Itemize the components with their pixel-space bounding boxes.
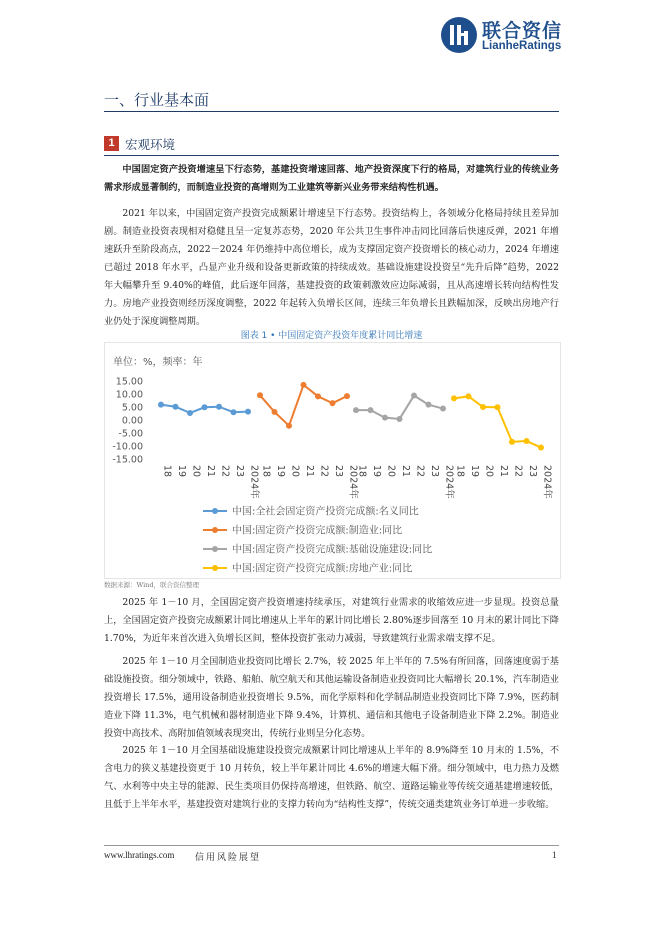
- x-tick-label: 18: [454, 465, 466, 478]
- x-tick-label: 2024年: [347, 465, 359, 499]
- x-tick-label: 18: [161, 465, 173, 478]
- data-point: [187, 410, 193, 416]
- x-tick-label: 18: [356, 465, 368, 478]
- y-tick-label: 5.00: [121, 402, 143, 414]
- page-number: 1: [552, 850, 557, 860]
- x-tick-label: 18: [260, 465, 272, 478]
- chart-container: [104, 342, 561, 579]
- data-point: [231, 409, 237, 415]
- logo-chinese-name: 联合资信: [482, 20, 563, 42]
- data-point: [538, 445, 544, 451]
- x-tick-label: 20: [483, 465, 495, 478]
- x-tick-label: 19: [176, 465, 187, 478]
- x-tick-label: 22: [414, 465, 426, 478]
- logo-english-name: LianheRatings: [482, 40, 562, 52]
- data-point: [330, 400, 336, 406]
- x-tick-label: 22: [219, 465, 231, 478]
- data-point: [286, 423, 292, 429]
- y-tick-label: -15.00: [112, 454, 143, 466]
- body-paragraph-3: 2025 年 1－10 月全国制造业投资同比增长 2.7%，较 2025 年上半年的 7.5%有所回落，回落速度弱于基础设施投资。细分领域中，铁路、船舶、航空航天和其他运输设备制造业投资同比大幅增长 20.1%，汽车制造业投资增长 17.5%，通用设备制造业投资增长 9.5%，而化学原料和化学制品制造业投资同比下降 7.9%，医药制造业下降 11.3%，电气机械和器材制造业下降 9.4%，计算机、通信和其他电子设备制造业下降 2.2%。制造业投资中高技术、高附加值领域表现突出，传统行业则呈分化态势。: [104, 656, 559, 739]
- section-divider: [104, 111, 559, 112]
- data-point: [524, 438, 530, 444]
- lianhe-logo-icon: [440, 16, 478, 54]
- data-point: [216, 404, 222, 410]
- x-tick-label: 19: [469, 465, 480, 478]
- legend-marker: [212, 508, 218, 514]
- data-point: [158, 402, 164, 408]
- body-paragraph-4: 2025 年 1－10 月全国基础设施建设投资完成额累计同比增速从上半年的 8.9%降至 10 月末的 1.5%，不含电力的狭义基建投资更于 10 月转负，较上半年累计同比 4.6%的增速大幅下滑。细分领域中，电力热力及燃气、水利等中央主导的能源、民生类项目仍保持高增速，但铁路、航空、道路运输业等传统交通基建增速较低，且低于上半年水平，基建投资对建筑行业的支撑力转向为“结构性支撑”，传统交通类建筑业务订单进一步收缩。: [104, 745, 559, 810]
- x-tick-label: 21: [205, 465, 216, 478]
- summary-paragraph: 中国固定资产投资增速呈下行态势，基建投资增速回落、地产投资深度下行的格局，对建筑行业的传统业务需求形成显著制约，而制造业投资的高增则为工业建筑等新兴业务带来结构性机遇。: [104, 164, 559, 193]
- data-point: [426, 402, 432, 408]
- data-point: [301, 382, 307, 388]
- subsection-divider: [104, 155, 559, 156]
- data-point: [257, 392, 263, 398]
- footer-website[interactable]: www.lhratings.com: [104, 850, 175, 860]
- data-point: [466, 393, 472, 399]
- data-point: [315, 393, 321, 399]
- data-point: [451, 395, 457, 401]
- legend-marker: [212, 546, 218, 552]
- section-title: 一、行业基本面: [104, 91, 210, 109]
- data-point: [411, 393, 417, 399]
- data-point: [173, 404, 179, 410]
- data-point: [382, 415, 388, 421]
- y-tick-label: -10.00: [112, 441, 143, 453]
- legend-marker: [212, 565, 218, 571]
- company-logo: [440, 14, 580, 58]
- body-paragraph-2: 2025 年 1－10 月，全国固定资产投资增速持续承压，对建筑行业需求的收缩效应进一步显现。投资总量上，全国固定资产投资完成额累计同比增速从上半年的累计同比增长 2.80%逐步回落至 10 月末的累计同比下降 1.70%，为近年来首次进入负增长区间，整体投资扩张动力减弱，导致建筑行业需求端支撑不足。: [104, 597, 559, 644]
- body-paragraph-1: 2021 年以来，中国固定资产投资完成额累计增速呈下行态势。投资结构上，各领域分化格局持续且差异加剧。制造业投资表现相对稳健且呈一定复苏态势，2020 年公共卫生事件冲击同比回落后快速反弹，2021 年增速跃升至阶段高点，2022－2024 年仍维持中高位增长，成为支撑固定资产投资增长的核心动力，2024 年增速已超过 2018 年水平，凸显产业升级和设备更新政策的持续成效。基础设施建设投资呈“先升后降”趋势，2022 年大幅攀升至 9.40%的峰值，此后逐年回落，基建投资的政策刺激效应边际减弱，且从高速增长转向结构性发力。房地产业投资则经历深度调整，2022 年起转入负增长区间，连续三年负增长且跌幅加深，反映出房地产行业仍处于深度调整周期。: [104, 208, 559, 327]
- subsection-title: 宏观环境: [125, 137, 176, 152]
- x-tick-label: 21: [498, 465, 509, 478]
- data-point: [368, 407, 374, 413]
- footer-divider: [104, 845, 559, 846]
- legend-marker: [212, 527, 218, 533]
- legend-label: 中国:固定资产投资完成额:基础设施建设:同比: [232, 544, 433, 556]
- x-tick-label: 19: [371, 465, 382, 478]
- data-point: [509, 439, 515, 445]
- x-tick-label: 2024年: [248, 465, 260, 499]
- subsection-number-badge: 1: [104, 136, 119, 151]
- x-tick-label: 20: [289, 465, 301, 478]
- footer-slogan: 信用风险展望: [195, 853, 262, 863]
- x-tick-label: 21: [304, 465, 315, 478]
- x-tick-label: 23: [527, 465, 538, 478]
- figure-source: 数据来源：Wind，联合资信整理: [104, 581, 199, 589]
- figure-title: 图表 1 • 中国固定资产投资年度累计同比增速: [240, 331, 423, 341]
- chart-unit-label: 单位：%，频率：年: [113, 357, 203, 368]
- x-tick-label: 19: [275, 465, 286, 478]
- line-chart: [105, 343, 560, 578]
- legend-label: 中国:固定资产投资完成额:制造业:同比: [232, 525, 403, 537]
- legend-label: 中国:固定资产投资完成额:房地产业:同比: [232, 563, 413, 575]
- data-point: [344, 393, 350, 399]
- y-tick-label: 15.00: [115, 376, 143, 388]
- x-tick-label: 20: [385, 465, 397, 478]
- x-tick-label: 22: [512, 465, 524, 478]
- x-tick-label: 22: [318, 465, 330, 478]
- x-tick-label: 23: [333, 465, 344, 478]
- data-point: [440, 406, 446, 412]
- data-point: [495, 404, 501, 410]
- x-tick-label: 23: [234, 465, 245, 478]
- y-tick-label: 0.00: [121, 415, 143, 427]
- data-point: [480, 404, 486, 410]
- y-tick-label: -5.00: [118, 428, 143, 440]
- x-tick-label: 2024年: [541, 465, 553, 499]
- x-tick-label: 21: [400, 465, 411, 478]
- data-point: [202, 404, 208, 410]
- data-point: [353, 407, 359, 413]
- data-point: [397, 416, 403, 422]
- x-tick-label: 2024年: [443, 465, 455, 499]
- y-tick-label: 10.00: [115, 389, 143, 401]
- data-point: [245, 409, 251, 415]
- x-tick-label: 23: [429, 465, 440, 478]
- data-point: [272, 409, 278, 415]
- x-tick-label: 20: [190, 465, 202, 478]
- legend-label: 中国:全社会固定资产投资完成额:名义同比: [232, 506, 419, 518]
